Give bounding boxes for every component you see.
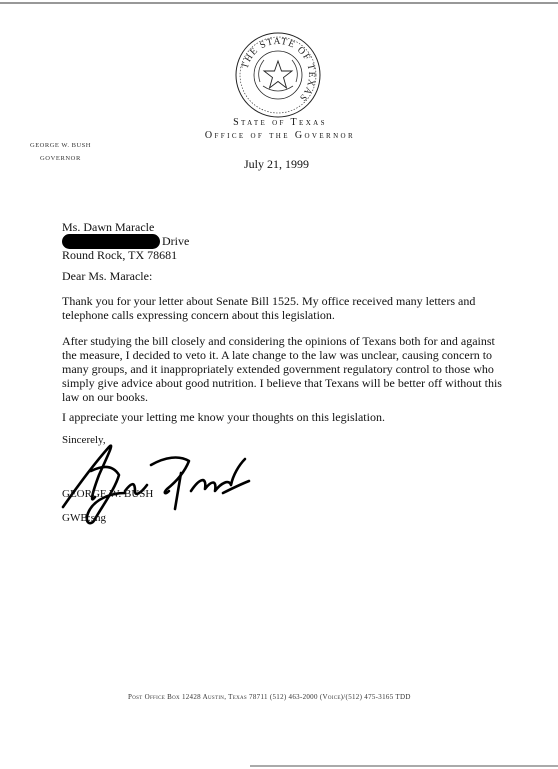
top-border-line	[0, 2, 558, 4]
paragraph-2: After studying the bill closely and considering the opinions of Texans both for and against the measure, I decided to veto it. A late change to the law was unclear, causing concern to many groups, and it inappropriately extended government regulatory control to those who simply give advice about good nutrition. I believe that Texans will be better off without this law on our books.	[62, 334, 502, 404]
salutation: Dear Ms. Maracle:	[62, 269, 153, 283]
governor-name: GEORGE W. BUSH	[30, 142, 91, 149]
signer-name: GEORGE W. BUSH	[62, 488, 154, 500]
governor-title: GOVERNOR	[40, 155, 81, 162]
bottom-border-line	[250, 765, 558, 767]
redaction-mark	[62, 234, 160, 249]
texas-seal-icon	[233, 30, 323, 120]
closing-sincerely: Sincerely,	[62, 434, 106, 446]
typist-initials: GWB:sng	[62, 512, 106, 524]
footer-address: Post Office Box 12428 Austin, Texas 78711 (512) 463-2000 (Voice)/(512) 475-3165 TDD	[128, 693, 411, 701]
recipient-street: Drive	[162, 234, 190, 248]
seal-text: THE STATE OF TEXAS	[240, 36, 317, 104]
letter-date: July 21, 1999	[244, 157, 310, 171]
header-office: Office of the Governor	[204, 130, 356, 141]
paragraph-1: Thank you for your letter about Senate Bill 1525. My office received many letters and telephone calls expressing concern about this legislation.	[62, 294, 476, 322]
recipient-city: Round Rock, TX 78681	[62, 248, 178, 262]
recipient-name: Ms. Dawn Maracle	[62, 220, 155, 234]
svg-text:THE STATE OF TEXAS	[241, 37, 316, 103]
header-state: State of Texas	[233, 117, 327, 128]
paragraph-3: I appreciate your letting me know your thoughts on this legislation.	[62, 410, 385, 424]
